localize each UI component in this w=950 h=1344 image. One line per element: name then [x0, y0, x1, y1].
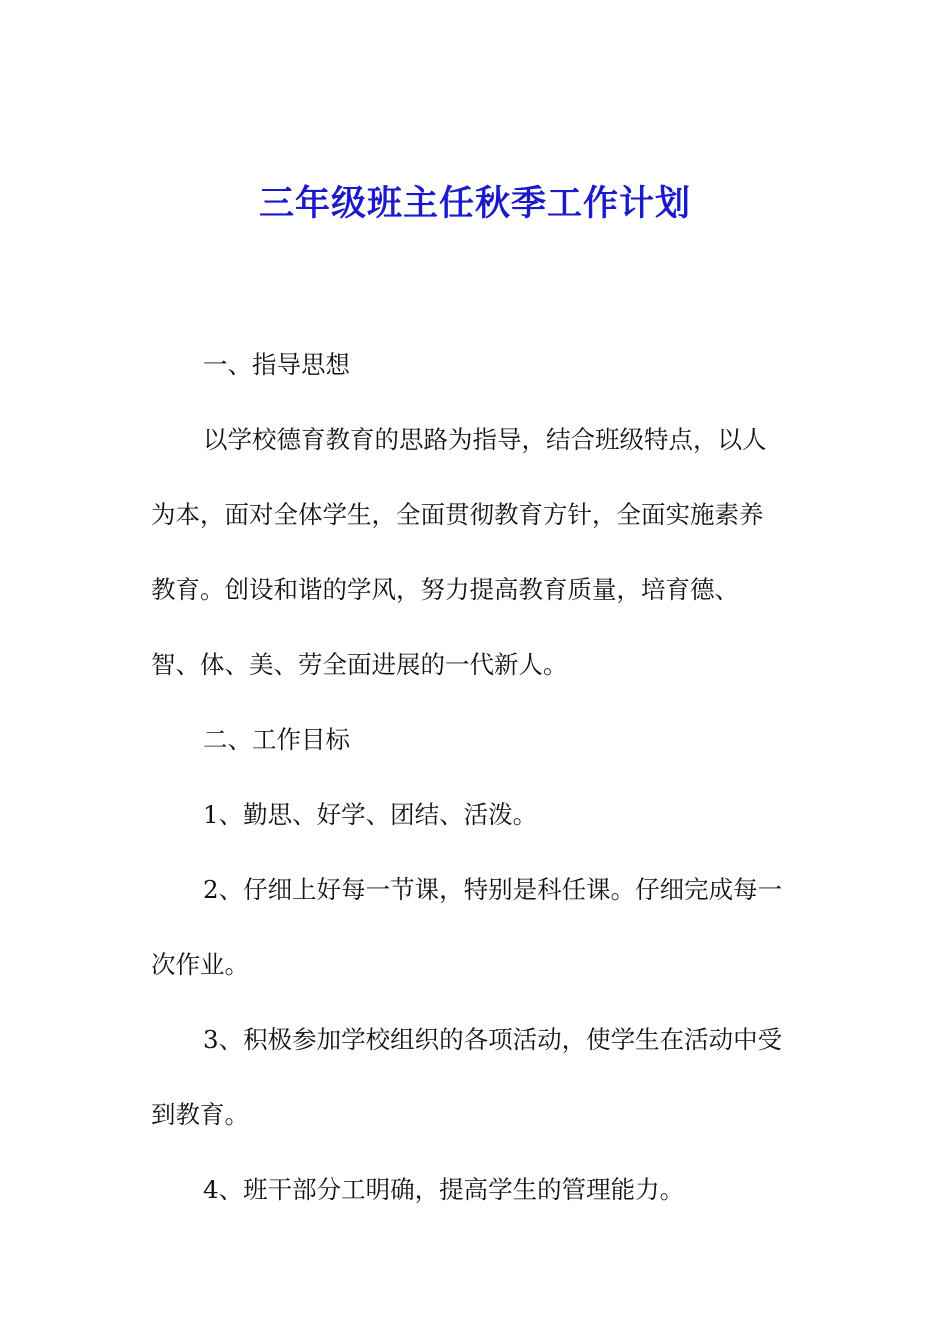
text-line: 智、体、美、劳全面进展的一代新人。 [151, 650, 568, 679]
text-line: 为本，面对全体学生，全面贯彻教育方针，全面实施素养 [151, 500, 764, 529]
section-heading-guiding-thought [151, 327, 811, 402]
text-line: 以学校德育教育的思路为指导，结合班级特点，以人 [203, 425, 767, 454]
text-line: 4、班干部分工明确，提高学生的管理能力。 [203, 1175, 685, 1204]
paragraph-guiding-thought [151, 402, 811, 702]
goal-item-2 [151, 852, 811, 1002]
text-line: 1、勤思、好学、团结、活泼。 [203, 800, 538, 829]
section-heading-work-goals [151, 702, 811, 777]
document-body [151, 327, 811, 1227]
text-line: 次作业。 [151, 950, 249, 979]
goal-item-4 [151, 1152, 811, 1227]
document-title: 三年级班主任秋季工作计划 [258, 184, 691, 224]
goal-item-1 [151, 777, 811, 852]
text-line: 2、仔细上好每一节课，特别是科任课。仔细完成每一 [203, 875, 783, 904]
goal-item-3 [151, 1002, 811, 1152]
text-line: 二、工作目标 [203, 725, 350, 754]
text-line: 到教育。 [151, 1100, 249, 1129]
text-line: 一、指导思想 [203, 350, 350, 379]
text-line: 3、积极参加学校组织的各项活动，使学生在活动中受 [203, 1025, 783, 1054]
text-line: 教育。创设和谐的学风，努力提高教育质量，培育德、 [151, 575, 739, 604]
